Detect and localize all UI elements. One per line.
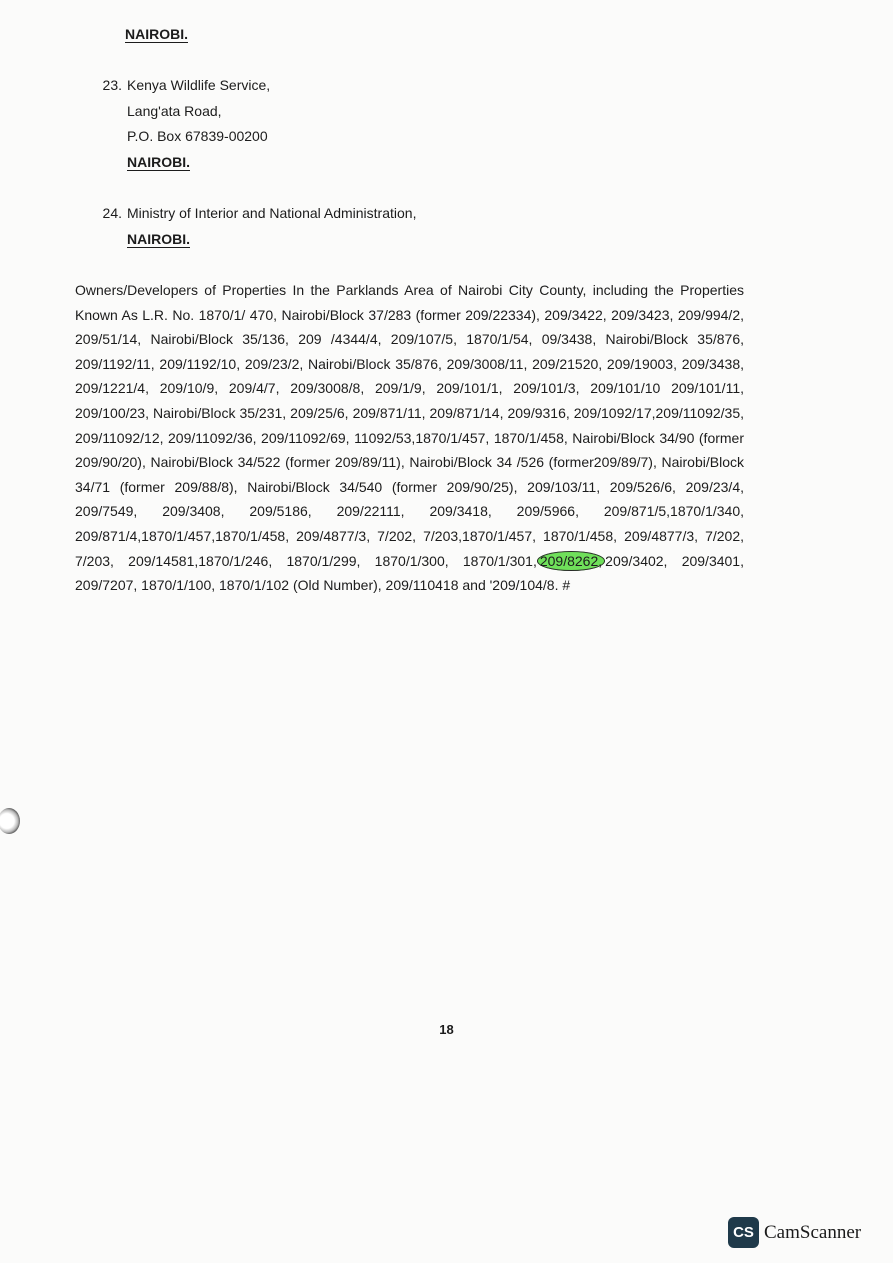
address-item-23 [95,73,270,175]
item-number: 24. [102,205,122,221]
paragraph-text-end: 209/3402, 209/3401, 209/7207, 1870/1/100, 1870/1/102 (Old Number), 209/110418 and '209/104/8. # [75,552,744,594]
address-city: NAIROBI. [127,153,190,170]
top-city-nairobi: NAIROBI. [125,26,188,42]
punch-hole-mark [0,808,20,834]
camscanner-name: CamScanner [764,1221,862,1243]
address-line: Kenya Wildlife Service, [127,77,271,93]
page-number: 18 [439,1022,454,1037]
camscanner-logo-icon: CS [728,1217,759,1248]
camscanner-watermark [728,1217,861,1248]
highlighted-parcel-number: 209/8262, [537,551,605,571]
address-line: Lang'ata Road, [127,102,222,119]
address-line: P.O. Box 67839-00200 [127,128,268,144]
address-line: Ministry of Interior and National Administration, [127,205,417,221]
paragraph-text: Owners/Developers of Properties In the Parklands Area of Nairobi City County, including the Properties Known As L.R. No. 1870/1/ 470, Nairobi/Block 37/283 (former 209/22334), 209/3422, 209/3423, 209/994/2, 209/51/14, Nairobi/Block 35/136, 209 /4344/4, 209/107/5, 1870/1/54, 09/3438, Nairobi/Block 35/876, 209/1192/11, 209/1192/10, 209/23/2, Nairobi/Block 35/876, 209/3008/11, 209/21520, 209/19003, 209/3438, 209/1221/4, 209/10/9, 209/4/7, 209/3008/8, 209/1/9, 209/101/1, 209/101/3, 209/101/10 209/101/11, 209/100/23, Nairobi/Block 35/231, 209/25/6, 209/871/11, 209/871/14, 209/9316, 209/1092/17,209/11092/35, 209/11092/12, 209/11092/36, 209/11092/69, 11092/53,1870/1/457, 1870/1/458, Nairobi/Block 34/90 (former 209/90/20), Nairobi/Block 34/522 (former 209/89/11), Nairobi/Block 34 /526 (former209/89/7), Nairobi/Block 34/71 (former 209/88/8), Nairobi/Block 34/540 (former 209/90/25), 209/103/11, 209/526/6, 209/23/4, 209/7549, 209/3408, 209/5186, 209/22111, 209/3418, 209/5966, 209/871/5,1870/1/340, 209/871/4,1870/1/457,1870/1/458, 209/4877/3, 7/202, 7/203,1870/1/457, 1870/1/458, 209/4877/3, 7/202, 7/203, 209/14581,1870/1/246, 1870/1/299, 1870/1/300, 1870/1/301, [75,282,744,569]
item-number: 23. [102,77,122,93]
address-city: NAIROBI. [127,230,190,247]
address-item-24 [95,201,416,252]
properties-paragraph [75,278,744,598]
